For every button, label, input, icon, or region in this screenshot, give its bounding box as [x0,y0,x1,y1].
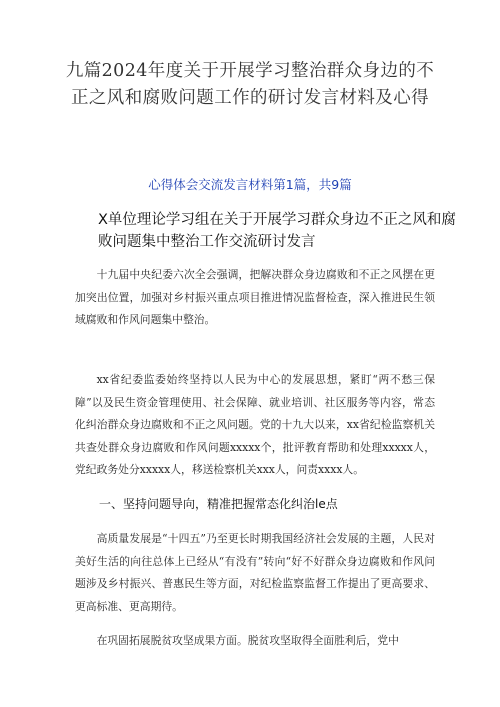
paragraph: xx省纪委监委始终坚持以人民为中心的发展思想，紧盯“两不愁三保障”以及民生资金管理使用、社会保障、就业培训、社区服务等内容，常态化纠治群众身边腐败和不正之风问题。党的十九大以来，xx省纪检监察机关共查处群众身边腐败和作风问题xxxxx个，批评教育帮助和处理xxxxx人，党纪政务处分xxxxx人，移送检察机关xxx人，问责xxxx人。 [75,373,435,476]
paragraph: 高质量发展是“十四五”乃至更长时期我国经济社会发展的主题，人民对美好生活的向往总体上已经从“有没有”转向“好不好群众身边腐败和作风问题涉及乡村振兴、普惠民生等方面，对纪检监察监督工作提出了更高要求、更高标准、更高期待。 [75,532,435,613]
document-subtitle: 心得体会交流发言材料第1篇，共9篇 [148,177,352,192]
article-heading: X单位理论学习组在关于开展学习群众身边不正之风和腐败问题集中整治工作交流研讨发言 [98,212,456,250]
document-title: 九篇2024年度关于开展学习整治群众身边的不正之风和腐败问题工作的研讨发言材料及心得 [65,61,435,108]
paragraph: 在巩固拓展脱贫攻坚成果方面。脱贫攻坚取得全面胜利后，党中 [96,634,399,647]
section-heading: 一、坚持问题导向，精准把握常态化纠治le点 [99,497,338,511]
paragraph: 十九届中央纪委六次全会强调，把解决群众身边腐败和不正之风摆在更加突出位置，加强对乡村振兴重点项目推进情况监督检查，深入推进民生领域腐败和作风问题集中整治。 [75,268,435,326]
